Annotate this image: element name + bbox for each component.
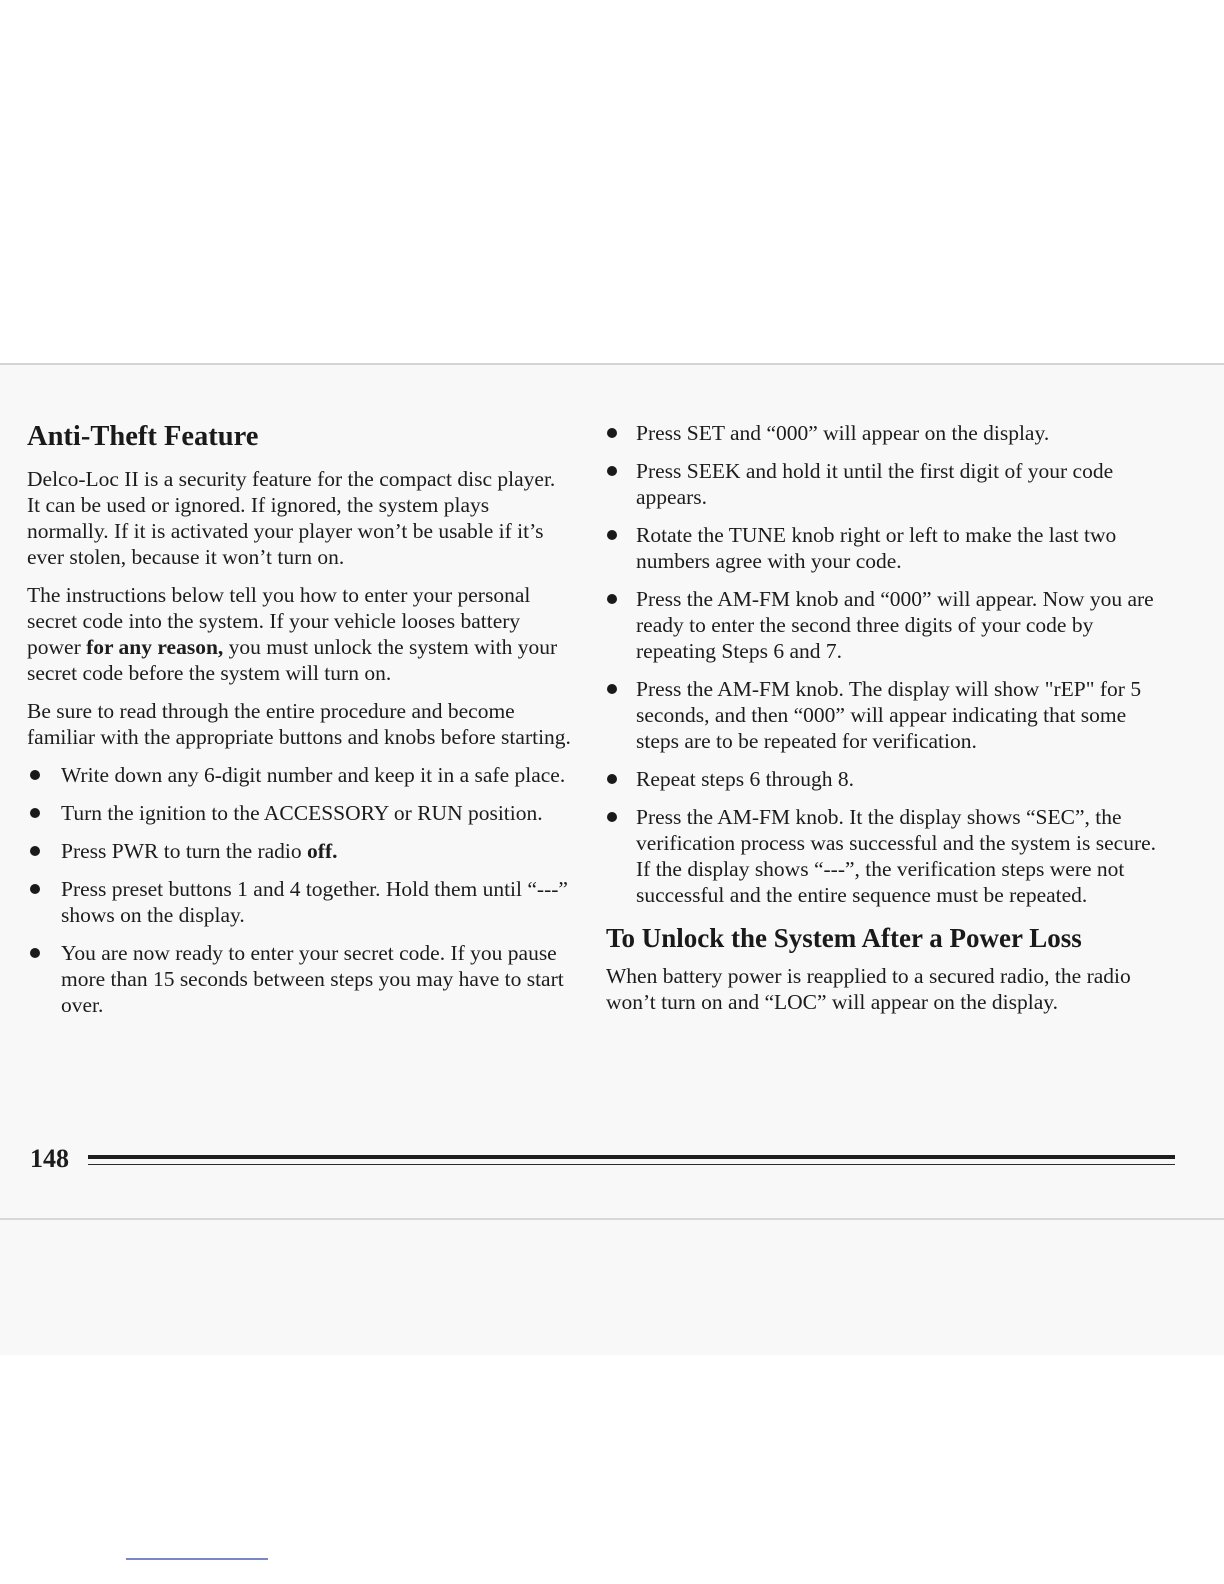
intro-paragraph: Delco-Loc II is a security feature for the compact disc player. It can be used or ignored. If ignored, the system plays normally. If it is activated your player won’t be usable if it’s ever stolen, because it won’t turn on. [27, 467, 556, 569]
bullet-icon [607, 428, 617, 438]
bullet-icon [607, 684, 617, 694]
page-footer [30, 1143, 1150, 1183]
steps-list-right [606, 420, 1166, 908]
list-item [606, 804, 1166, 908]
bullet-icon [30, 808, 40, 818]
step-text: Press the AM-FM knob and “000” will appear. Now you are ready to enter the second three digits of your code by repeating Steps 6 and 7. [636, 587, 1154, 663]
instructions-paragraph [27, 582, 572, 686]
band-top-divider [0, 363, 1224, 365]
bullet-icon [607, 812, 617, 822]
step-text: Write down any 6-digit number and keep it in a safe place. [61, 763, 566, 787]
footer-rule-thick [88, 1155, 1175, 1159]
step-text: You are now ready to enter your secret code. If you pause more than 15 seconds between steps you may have to start over. [61, 941, 564, 1017]
band-bottom-divider [0, 1218, 1224, 1220]
list-item [27, 876, 572, 928]
right-column [606, 420, 1166, 1027]
emphasis-off: off. [307, 839, 338, 863]
page-number: 148 [30, 1144, 69, 1173]
list-item [606, 458, 1166, 510]
step-text: Press the AM-FM knob. It the display shows “SEC”, the verification process was successful and the system is secure. If the display shows “---”, the verification steps were not successful and the entire sequence must be repeated. [636, 805, 1157, 907]
instructions-text-end: you must unlock the system with your secret code before the system will turn on. [27, 635, 558, 685]
bullet-icon [30, 846, 40, 856]
step-text: Press preset buttons 1 and 4 together. Hold them until “---” shows on the display. [61, 877, 568, 927]
list-item [606, 420, 1166, 446]
steps-list-left [27, 762, 572, 1018]
bullet-icon [607, 594, 617, 604]
step-text: Repeat steps 6 through 8. [636, 767, 854, 791]
section-heading-anti-theft: Anti-Theft Feature [27, 421, 259, 452]
step-text: Press SET and “000” will appear on the display. [636, 421, 1050, 445]
step-text: Press the AM-FM knob. The display will show "rEP" for 5 seconds, and then “000” will appear indicating that some steps are to be repeated for verification. [636, 677, 1142, 753]
step-text: Press PWR to turn the radio [61, 839, 308, 863]
list-item [27, 940, 572, 1018]
section-heading-unlock: To Unlock the System After a Power Loss [606, 923, 1082, 953]
bullet-icon [30, 948, 40, 958]
unlock-paragraph: When battery power is reapplied to a secured radio, the radio won’t turn on and “LOC” will appear on the display. [606, 964, 1131, 1014]
step-text: Press SEEK and hold it until the first digit of your code appears. [636, 459, 1114, 509]
bullet-icon [607, 774, 617, 784]
left-column [27, 420, 572, 1030]
read-through-paragraph: Be sure to read through the entire procedure and become familiar with the appropriate buttons and knobs before starting. [27, 699, 571, 749]
list-item [606, 676, 1166, 754]
footer-rule-thin [88, 1164, 1175, 1165]
list-item [606, 522, 1166, 574]
bullet-icon [607, 466, 617, 476]
step-text: Turn the ignition to the ACCESSORY or RUN position. [61, 801, 543, 825]
list-item [27, 800, 572, 826]
list-item [606, 766, 1166, 792]
list-item [27, 762, 572, 788]
stray-underline [126, 1558, 268, 1560]
bullet-icon [30, 770, 40, 780]
instructions-text-start: The instructions below tell you how to enter your personal secret code into the system. If your vehicle looses battery power [27, 583, 531, 659]
list-item [27, 838, 572, 864]
bullet-icon [30, 884, 40, 894]
bullet-icon [607, 530, 617, 540]
step-text: Rotate the TUNE knob right or left to make the last two numbers agree with your code. [636, 523, 1117, 573]
emphasis-for-any-reason: for any reason, [86, 635, 224, 659]
list-item [606, 586, 1166, 664]
